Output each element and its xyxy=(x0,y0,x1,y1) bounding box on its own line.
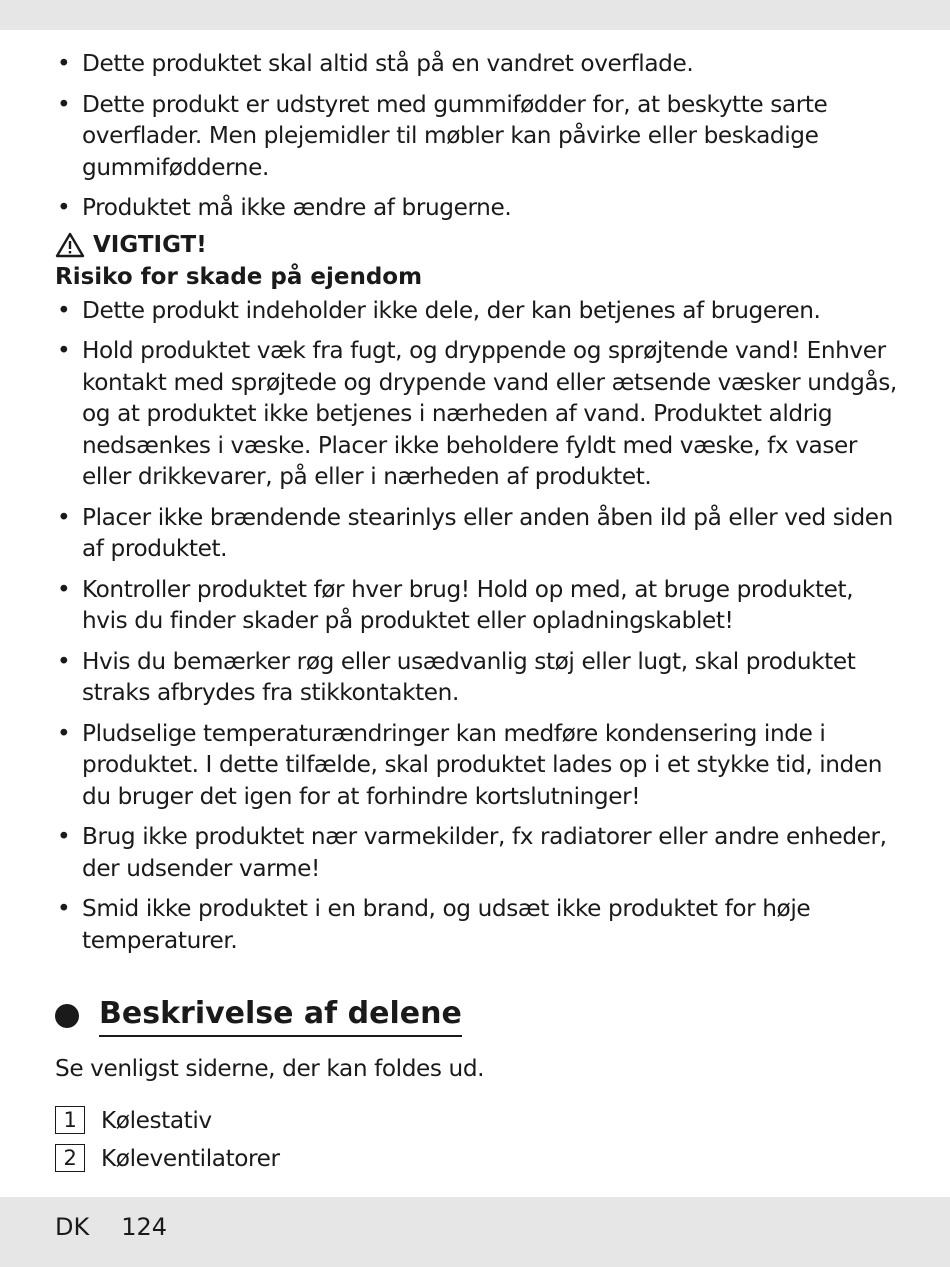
list-item: • Produktet må ikke ændre af brugerne. xyxy=(55,192,905,224)
part-item xyxy=(55,1143,905,1173)
part-number-box: 2 xyxy=(55,1144,85,1172)
warning-heading xyxy=(55,230,905,261)
list-item: • Brug ikke produktet nær varmekilder, fx radiatorer eller andre enheder, der udsender varme! xyxy=(55,821,905,884)
bullet-list-top xyxy=(55,48,905,224)
parts-list xyxy=(55,1105,905,1173)
part-label: Kølestativ xyxy=(101,1106,212,1134)
list-item: • Dette produkt er udstyret med gummifødder for, at beskytte sarte overflader. Men plejemidler til møbler kan påvirke eller beskadige gummifødderne. xyxy=(55,89,905,184)
list-item: • Placer ikke brændende stearinlys eller anden åben ild på eller ved siden af produktet. xyxy=(55,502,905,565)
page-footer xyxy=(55,1210,167,1244)
page-content xyxy=(55,48,905,1181)
list-item: • Dette produkt indeholder ikke dele, der kan betjenes af brugeren. xyxy=(55,295,905,327)
warning-heading-text: VIGTIGT! xyxy=(93,231,207,258)
list-item: • Hvis du bemærker røg eller usædvanlig støj eller lugt, skal produktet straks afbrydes fra stikkontakten. xyxy=(55,646,905,709)
bullet-list-warning xyxy=(55,295,905,957)
list-item: • Hold produktet væk fra fugt, og dryppende og sprøjtende vand! Enhver kontakt med sprøjtede og drypende vand eller ætsende væsker undgås, og at produktet ikke betjenes i nærheden af vand. Produktet aldrig nedsænkes i væske. Placer ikke beholdere fyldt med væske, fx vaser eller drikkevarer, på eller i nærheden af produktet. xyxy=(55,335,905,493)
part-item xyxy=(55,1105,905,1135)
list-item: • Kontroller produktet før hver brug! Hold op med, at bruge produktet, hvis du finder skader på produktet eller opladningskablet! xyxy=(55,574,905,637)
list-item: • Smid ikke produktet i en brand, og udsæt ikke produktet for høje temperaturer. xyxy=(55,893,905,956)
list-item: • Pludselige temperaturændringer kan medføre kondensering inde i produktet. I dette tilfælde, skal produktet lades op i et stykke tid, inden du bruger det igen for at forhindre kortslutninger! xyxy=(55,718,905,813)
section-heading xyxy=(55,994,905,1037)
warning-triangle-icon xyxy=(55,232,85,258)
section-bullet-icon xyxy=(55,1004,79,1028)
list-item: • Dette produktet skal altid stå på en vandret overflade. xyxy=(55,48,905,80)
warning-block xyxy=(55,230,905,293)
section-title: Beskrivelse af delene xyxy=(99,994,462,1037)
footer-page-number: 124 xyxy=(121,1213,168,1241)
part-number-box: 1 xyxy=(55,1106,85,1134)
footer-language: DK xyxy=(55,1213,90,1241)
section-intro: Se venligst siderne, der kan foldes ud. xyxy=(55,1055,485,1082)
top-margin-bar xyxy=(0,0,950,30)
part-label: Køleventilatorer xyxy=(101,1144,280,1172)
warning-subheading: Risiko for skade på ejendom xyxy=(55,263,423,290)
